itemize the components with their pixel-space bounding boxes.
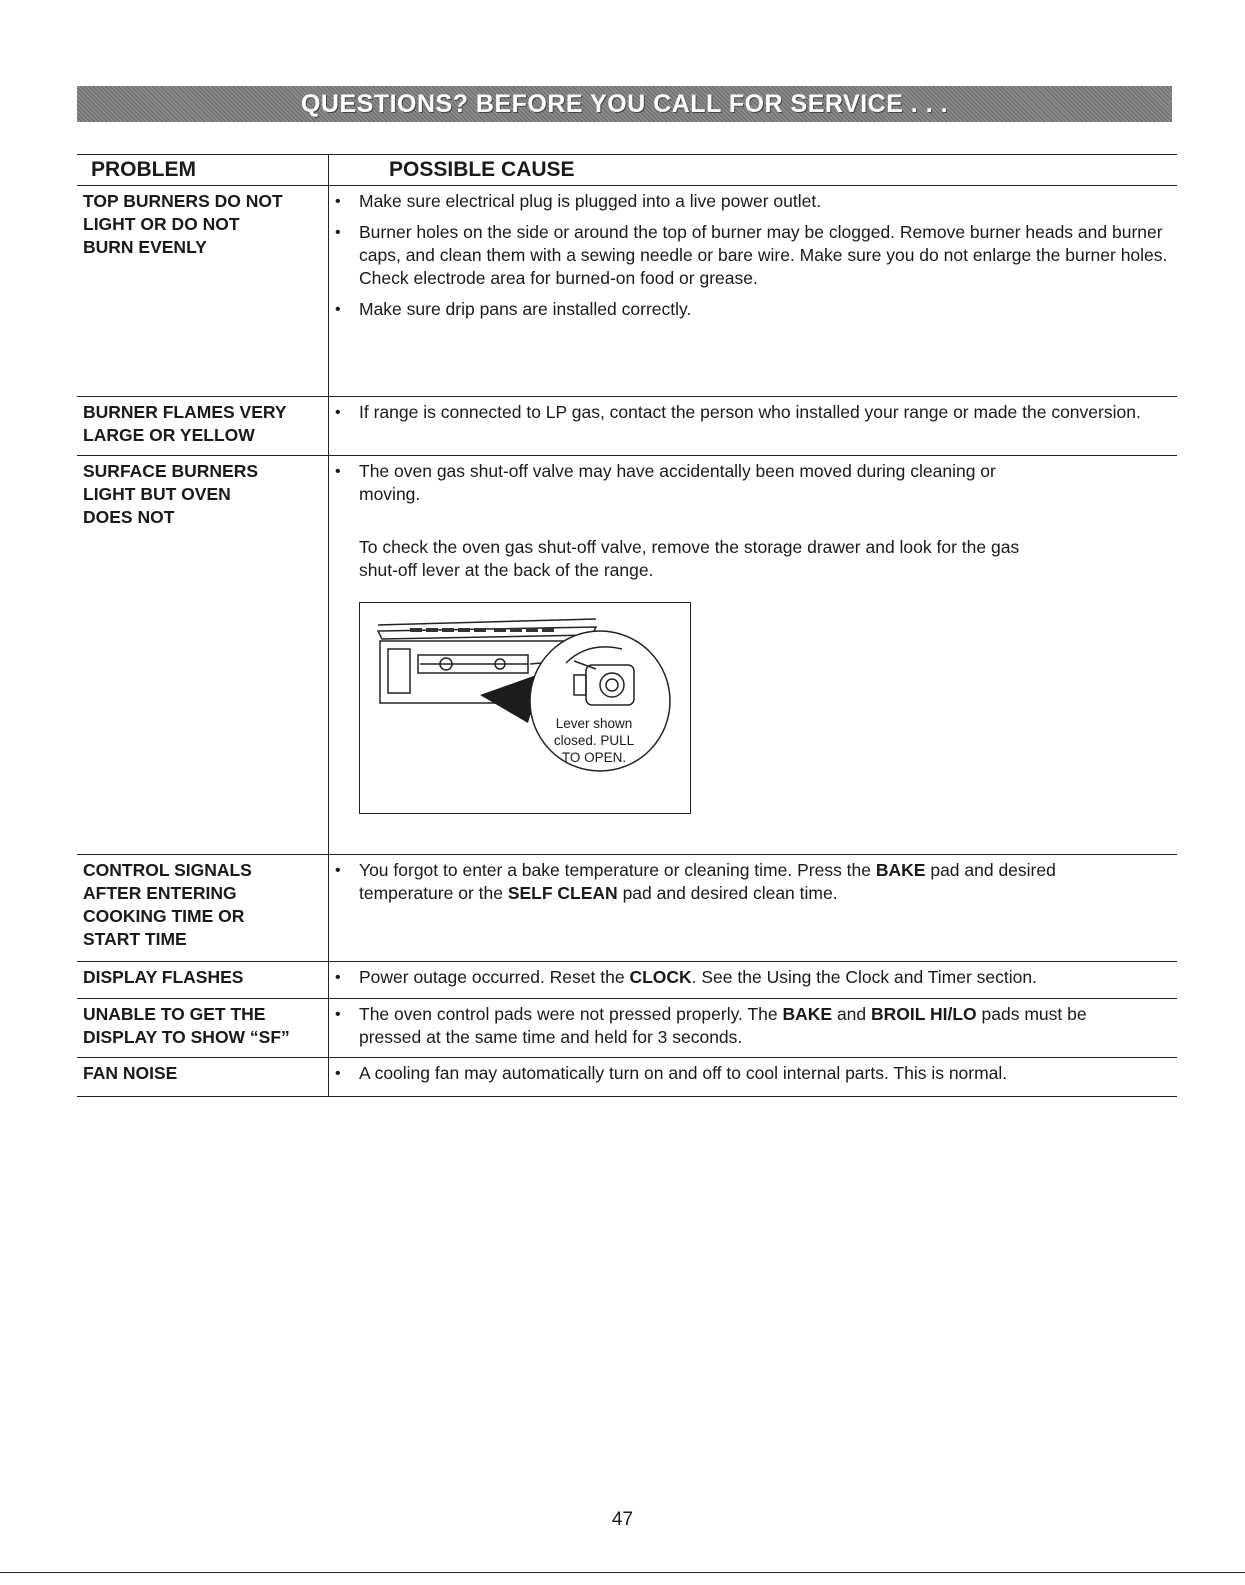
cause-item: • Make sure electrical plug is plugged into a live power outlet. <box>335 191 822 211</box>
cause-item: • Make sure drip pans are installed correctly. <box>335 299 692 319</box>
bullet-icon: • <box>335 969 341 986</box>
table-row <box>77 962 1177 999</box>
problem-cell: BURNER FLAMES VERY LARGE OR YELLOW <box>83 402 287 445</box>
bullet-icon: • <box>335 463 341 480</box>
bullet-icon: • <box>335 404 341 421</box>
problem-cell: UNABLE TO GET THE DISPLAY TO SHOW “SF” <box>83 1004 290 1047</box>
cause-item: • If range is connected to LP gas, contact the person who installed your range or made the conversion. <box>335 402 1141 422</box>
bullet-icon: • <box>335 224 341 241</box>
section-banner <box>77 86 1172 122</box>
problem-cell: SURFACE BURNERS LIGHT BUT OVEN DOES NOT <box>83 461 259 527</box>
table-header <box>77 154 1177 186</box>
cause-item: • A cooling fan may automatically turn on and off to cool internal parts. This is normal. <box>335 1063 1008 1083</box>
shut-off-lever-illustration <box>359 602 691 814</box>
problem-cell: DISPLAY FLASHES <box>83 967 244 987</box>
problem-cell: CONTROL SIGNALS AFTER ENTERING COOKING TIME OR START TIME <box>83 860 252 949</box>
range-drawing <box>360 603 690 813</box>
page-number: 47 <box>611 1509 634 1530</box>
cause-item: • The oven control pads were not pressed properly. The BAKE and BROIL HI/LO pads must be pressed at the same time and held for 3 seconds. <box>335 1004 1087 1047</box>
cause-item: • Power outage occurred. Reset the CLOCK. See the Using the Clock and Timer section. <box>335 967 1037 987</box>
lever-caption: Lever shown closed. PULL TO OPEN. <box>553 716 635 765</box>
table-row <box>77 456 1177 855</box>
problem-cell: FAN NOISE <box>83 1063 178 1083</box>
shut-off-valve-note: To check the oven gas shut-off valve, remove the storage drawer and look for the gas shut-off lever at the back of the range. <box>359 537 1020 580</box>
banner-title: QUESTIONS? BEFORE YOU CALL FOR SERVICE . . . <box>300 89 949 118</box>
cause-item: • The oven gas shut-off valve may have accidentally been moved during cleaning or moving. <box>335 461 996 504</box>
table-row <box>77 1058 1177 1097</box>
header-problem: PROBLEM <box>77 155 329 185</box>
bullet-icon: • <box>335 193 341 210</box>
table-row <box>77 999 1177 1058</box>
troubleshooting-table <box>77 154 1177 1097</box>
table-row <box>77 855 1177 962</box>
bullet-icon: • <box>335 1006 341 1023</box>
cause-item: • Burner holes on the side or around the top of burner may be clogged. Remove burner heads and burner caps, and clean them with a sewing needle or bare wire. Make sure you do not enlarge the burner holes. Check electrode area for burned-on food or grease. <box>335 222 1168 288</box>
bullet-icon: • <box>335 301 341 318</box>
bullet-icon: • <box>335 862 341 879</box>
table-row <box>77 186 1177 397</box>
problem-cell: TOP BURNERS DO NOT LIGHT OR DO NOT BURN EVENLY <box>83 191 283 257</box>
bottom-rule <box>0 1572 1245 1573</box>
header-cause: POSSIBLE CAUSE <box>389 158 575 181</box>
cause-item: • You forgot to enter a bake temperature or cleaning time. Press the BAKE pad and desired temperature or the SELF CLEAN pad and desired clean time. <box>335 860 1056 903</box>
bullet-icon: • <box>335 1065 341 1082</box>
table-row <box>77 397 1177 456</box>
